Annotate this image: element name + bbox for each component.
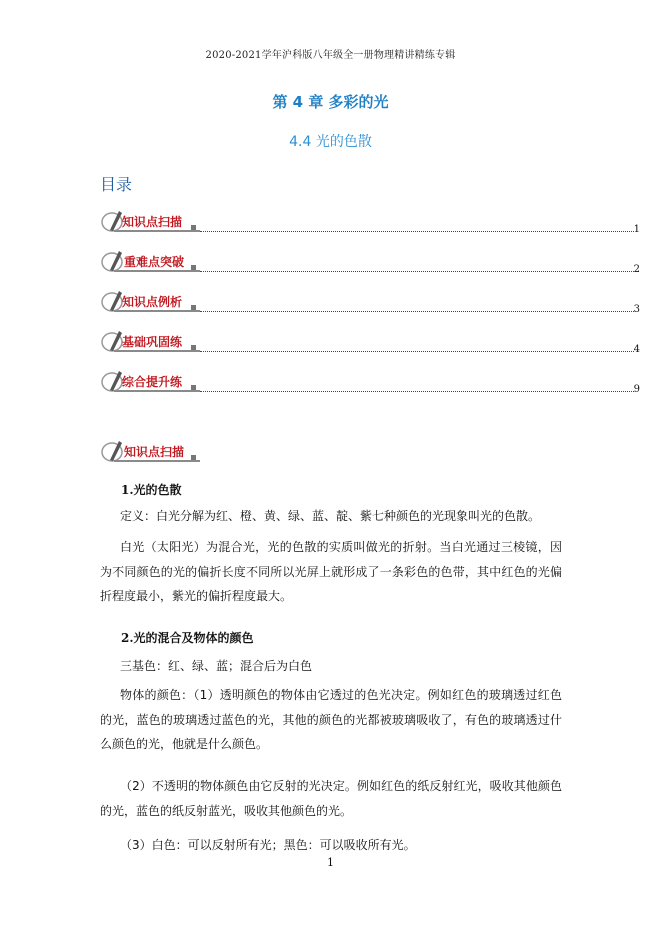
badge-dot (191, 305, 196, 310)
toc-leader (200, 271, 634, 272)
paragraph-opaque: （2）不透明的物体颜色由它反射的光决定。例如红色的纸反射红光，吸收其他颜色的光，蓝色的纸反射蓝光，吸收其他颜色的光。 (100, 779, 562, 818)
badge-dot (191, 265, 196, 270)
toc-item[interactable] (100, 248, 640, 278)
paragraph-transparent: 物体的颜色：（1）透明颜色的物体由它透过的色光决定。例如红色的玻璃透过红色的光，蓝色的玻璃透过蓝色的光，其他的颜色的光都被玻璃吸收了，有色的玻璃透过什么颜色的光，他就是什么颜色。 (100, 688, 562, 751)
toc-item-page: 2 (633, 264, 640, 275)
paragraph-primary-colors: 三基色：红、绿、蓝；混合后为白色 (120, 659, 313, 673)
toc-leader (200, 311, 634, 312)
heading-dispersion: 1.光的色散 (121, 483, 182, 497)
page-header: 2020-2021学年沪科版八年级全一册物理精讲精练专辑 (205, 50, 456, 61)
badge-underline (114, 230, 200, 232)
toc-item-page: 3 (633, 304, 640, 315)
badge-underline (114, 310, 200, 312)
toc-leader (200, 351, 634, 352)
toc-item-label: 基础巩固练 (122, 335, 183, 349)
badge-underline (114, 270, 200, 272)
section-badge (100, 288, 200, 314)
badge-underline (114, 390, 200, 392)
toc-item[interactable] (100, 208, 640, 238)
toc-item[interactable] (100, 328, 640, 358)
badge-dot (191, 385, 196, 390)
toc-item-label: 综合提升练 (122, 375, 183, 389)
badge-underline (114, 350, 200, 352)
chapter-title: 第 4 章 多彩的光 (272, 93, 389, 111)
badge-underline (114, 460, 200, 462)
toc-item-page: 4 (633, 344, 640, 355)
section-badge (100, 438, 200, 464)
section-badge (100, 368, 200, 394)
badge-dot (191, 455, 196, 460)
paragraph-white-light: 白光（太阳光）为混合光，光的色散的实质叫做光的折射。当白光通过三棱镜，因为不同颜色的光的偏折长度不同所以光屏上就形成了一条彩色的色带，其中红色的光偏折程度最小，紫光的偏折程度最大。 (100, 540, 562, 603)
paragraph-definition: 定义：白光分解为红、橙、黄、绿、蓝、靛、紫七种颜色的光现象叫光的色散。 (120, 509, 541, 523)
badge-dot (191, 225, 196, 230)
section-title: 4.4 光的色散 (289, 134, 372, 150)
content-badge-label: 知识点扫描 (124, 445, 185, 459)
page-number: 1 (327, 856, 334, 869)
section-badge (100, 208, 200, 234)
toc-item-label: 知识点扫描 (122, 215, 183, 229)
toc-leader (200, 391, 634, 392)
toc-item-page: 1 (633, 224, 640, 235)
heading-color-mixing: 2.光的混合及物体的颜色 (121, 631, 254, 645)
toc-leader (200, 231, 634, 232)
section-badge (100, 328, 200, 354)
toc-item-page: 9 (633, 384, 640, 395)
content-section-header (100, 438, 200, 464)
paragraph-white-black: （3）白色：可以反射所有光；黑色：可以吸收所有光。 (120, 838, 416, 852)
toc-title: 目录 (100, 175, 133, 194)
toc-item[interactable] (100, 368, 640, 398)
toc-item[interactable] (100, 288, 640, 318)
toc-item-label: 知识点例析 (122, 295, 183, 309)
section-badge (100, 248, 200, 274)
toc-item-label: 重难点突破 (124, 255, 185, 269)
badge-dot (191, 345, 196, 350)
